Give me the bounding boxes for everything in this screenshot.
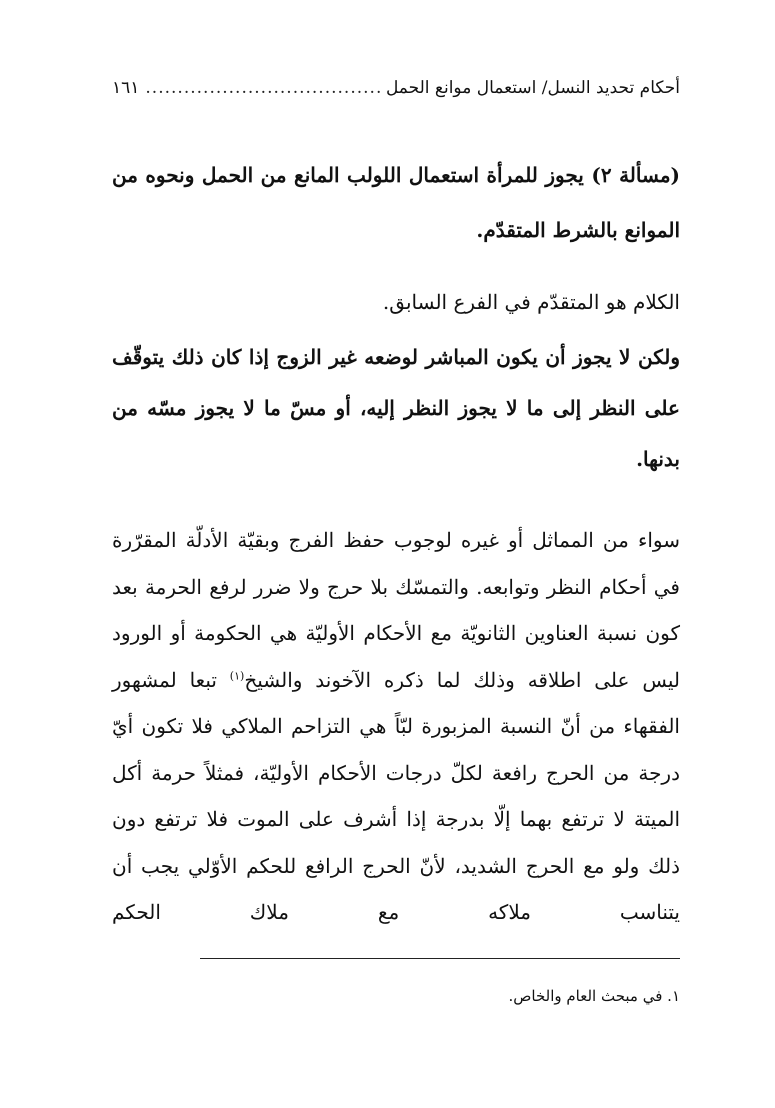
condition-paragraph: ولكن لا يجوز أن يكون المباشر لوضعه غير الزوج إذا كان ذلك يتوقّف على النظر إلى ما لا يجوز النظر إليه، أو مسّ ما لا يجوز مسّه من بدنها. [112, 345, 680, 471]
question-label: (مسألة ٢) [591, 163, 680, 187]
question-text: يجوز للمرأة استعمال اللولب المانع من الحمل ونحوه من الموانع بالشرط المتقدّم. [112, 163, 680, 242]
question-block [112, 148, 680, 258]
answer-intro-block [112, 262, 680, 342]
body-text-part-2: تبعا لمشهور الفقهاء من أنّ النسبة المزبورة لبّاً هي التزاحم الملاكي فلا تكون أيّ درجة من الحرج رافعة لكلّ درجات الأحكام الأوليّة، فمثلاً حرمة أكل الميتة لا ترتفع بهما إلّا بدرجة إذا أشرف على الموت فلا ترتفع دون ذلك ولو مع الحرج الشديد، لأنّ الحرج الرافع للحكم الأوّلي يجب أن يتناسب ملاكه مع ملاك الحكم [112, 667, 680, 924]
running-header [112, 78, 680, 118]
body-text-part-1: سواء من المماثل أو غيره لوجوب حفظ الفرج وبقيّة الأدلّة المقرّرة في أحكام النظر وتوابعه. والتمسّك بلا حرج ولا ضرر لرفع الحرمة بعد كون نسبة العناوين الثانويّة مع الأحكام الأوليّة هي الحكومة أو الورود ليس على اطلاقه وذلك لما ذكره الآخوند والشيخ [112, 528, 680, 692]
header-title: أحكام تحديد النسل/ استعمال موانع الحمل [385, 78, 680, 98]
body-paragraph [112, 517, 680, 936]
answer-intro: الكلام هو المتقدّم في الفرع السابق. [382, 290, 680, 314]
header-leader-dots [145, 78, 380, 98]
footnote-divider [200, 958, 680, 959]
footnote: ١. في مبحث العام والخاص. [508, 987, 680, 1005]
question-paragraph [112, 148, 680, 258]
page-number: ١٦١ [112, 78, 140, 98]
condition-block [112, 332, 680, 485]
footnote-reference: (١) [229, 668, 245, 682]
body-block [112, 497, 680, 956]
